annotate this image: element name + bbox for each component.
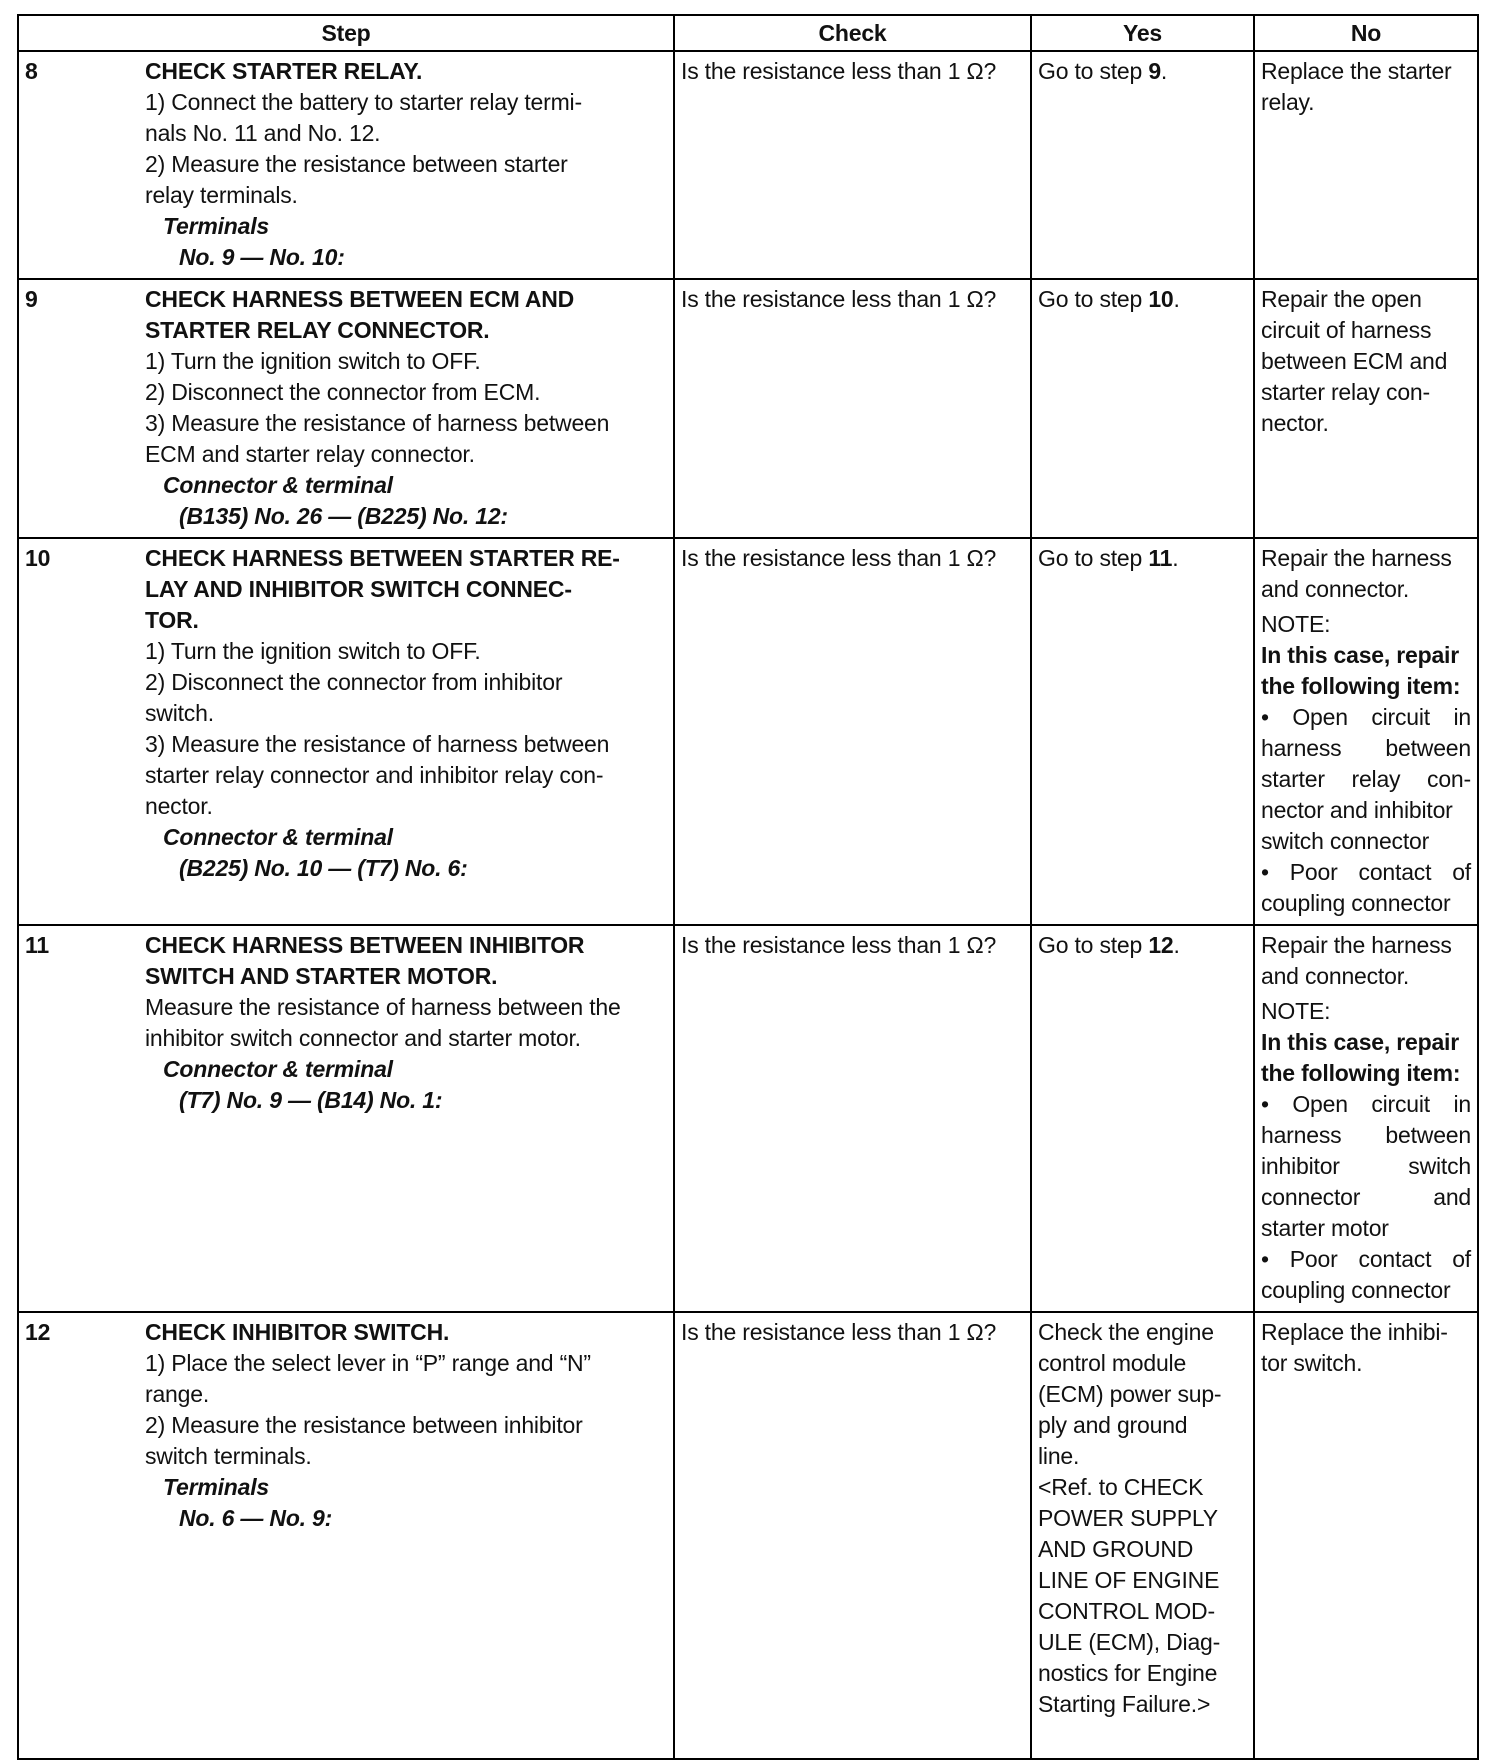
step-line: 3) Measure the resistance of harness between [145,410,610,436]
note-line: coupling connector [1261,890,1451,916]
check-cell: Is the resistance less than 1 Ω? [674,925,1031,1312]
yes-step-link: 10 [1148,286,1174,312]
no-line: nector. [1261,410,1329,436]
yes-prefix: Go to step [1038,545,1149,571]
header-step: Step [18,15,674,51]
sub-value: No. 6 — No. 9: [179,1505,333,1531]
step-body [145,56,667,273]
note-line: In this case, repair [1261,1029,1459,1055]
sub-heading: Connector & terminal [163,1056,393,1082]
sub-heading: Terminals [163,213,270,239]
sub-heading: Connector & terminal [163,824,393,850]
yes-line: POWER SUPPLY [1038,1505,1218,1531]
yes-cell [1031,1312,1254,1759]
step-line: 3) Measure the resistance of harness between [145,731,610,757]
step-line: nector. [145,793,213,819]
step-title: CHECK HARNESS BETWEEN INHIBITOR [145,932,585,958]
yes-prefix: Go to step [1038,932,1149,958]
header-yes: Yes [1031,15,1254,51]
note-line: • Open circuit in [1261,704,1471,730]
step-line: starter relay connector and inhibitor relay con- [145,762,604,788]
no-line: Repair the open [1261,286,1422,312]
yes-line: (ECM) power sup- [1038,1381,1222,1407]
step-line: 1) Place the select lever in “P” range and “N” [145,1350,591,1376]
note-line: • Poor contact of [1261,1246,1471,1272]
step-number: 12 [25,1319,51,1345]
yes-step-link: 12 [1148,932,1174,958]
no-cell [1254,538,1478,925]
yes-line: ply and ground [1038,1412,1188,1438]
yes-cell [1031,51,1254,279]
step-line: Measure the resistance of harness between the [145,994,621,1020]
table-row [18,51,1478,279]
table-row [18,925,1478,1312]
yes-line: AND GROUND [1038,1536,1194,1562]
header-no: No [1254,15,1478,51]
yes-cell [1031,538,1254,925]
note-line: • Open circuit in [1261,1091,1471,1117]
no-line: Replace the inhibi- [1261,1319,1448,1345]
yes-line: Check the engine [1038,1319,1214,1345]
step-body [145,543,667,884]
yes-cell [1031,279,1254,538]
sub-heading: Connector & terminal [163,472,393,498]
yes-suffix: . [1172,545,1179,571]
yes-cell [1031,925,1254,1312]
step-title: LAY AND INHIBITOR SWITCH CONNEC- [145,576,572,602]
note-line: starter relay con- [1261,766,1471,792]
step-cell [18,279,674,538]
no-line: Repair the harness [1261,545,1452,571]
check-cell: Is the resistance less than 1 Ω? [674,279,1031,538]
yes-suffix: . [1160,58,1168,84]
no-cell [1254,51,1478,279]
step-line: relay terminals. [145,182,298,208]
note-label: NOTE: [1261,611,1331,637]
yes-line: CONTROL MOD- [1038,1598,1215,1624]
no-line: relay. [1261,89,1315,115]
step-line: switch. [145,700,214,726]
yes-line: LINE OF ENGINE [1038,1567,1220,1593]
table-row [18,279,1478,538]
check-cell: Is the resistance less than 1 Ω? [674,51,1031,279]
no-line: Repair the harness [1261,932,1452,958]
yes-line: <Ref. to CHECK [1038,1474,1204,1500]
step-line: ECM and starter relay connector. [145,441,475,467]
note-line: harness between [1261,1122,1471,1148]
step-line: 1) Turn the ignition switch to OFF. [145,638,481,664]
note-line: the following item: [1261,673,1461,699]
sub-heading: Terminals [163,1474,270,1500]
sub-value: (B225) No. 10 — (T7) No. 6: [179,855,468,881]
step-body [145,930,667,1116]
note-line: switch connector [1261,828,1430,854]
yes-line: control module [1038,1350,1187,1376]
step-line: range. [145,1381,210,1407]
step-title: CHECK HARNESS BETWEEN ECM AND [145,286,575,312]
no-line: starter relay con- [1261,379,1430,405]
step-line: 2) Measure the resistance between starter [145,151,568,177]
no-line: between ECM and [1261,348,1448,374]
yes-line: Starting Failure.> [1038,1691,1211,1717]
header-check: Check [674,15,1031,51]
header-row [18,15,1478,51]
note-line: connector and [1261,1184,1471,1210]
sub-value: (T7) No. 9 — (B14) No. 1: [179,1087,443,1113]
yes-line: ULE (ECM), Diag- [1038,1629,1221,1655]
step-line: 1) Connect the battery to starter relay termi- [145,89,582,115]
step-title: TOR. [145,607,199,633]
step-title: STARTER RELAY CONNECTOR. [145,317,490,343]
step-body [145,284,667,532]
step-line: 2) Disconnect the connector from inhibitor [145,669,563,695]
no-line: Replace the starter [1261,58,1452,84]
step-number: 10 [25,545,51,571]
note-line: starter motor [1261,1215,1389,1241]
step-number: 9 [25,286,38,312]
sub-value: No. 9 — No. 10: [179,244,345,270]
yes-step-link: 11 [1148,545,1173,571]
step-number: 8 [25,58,38,84]
yes-line: nostics for Engine [1038,1660,1218,1686]
no-line: and connector. [1261,963,1410,989]
step-line: switch terminals. [145,1443,312,1469]
yes-prefix: Go to step [1038,58,1149,84]
yes-step-link: 9 [1148,58,1161,84]
diagnostic-table [17,14,1479,1760]
note-line: nector and inhibitor [1261,797,1453,823]
step-line: 2) Disconnect the connector from ECM. [145,379,541,405]
step-line: nals No. 11 and No. 12. [145,120,381,146]
step-cell [18,51,674,279]
check-cell: Is the resistance less than 1 Ω? [674,538,1031,925]
step-line: inhibitor switch connector and starter motor. [145,1025,581,1051]
note-line: inhibitor switch [1261,1153,1471,1179]
check-cell: Is the resistance less than 1 Ω? [674,1312,1031,1759]
step-cell [18,1312,674,1759]
note-line: coupling connector [1261,1277,1451,1303]
step-title: CHECK STARTER RELAY. [145,58,423,84]
note-line: In this case, repair [1261,642,1459,668]
note-line: the following item: [1261,1060,1461,1086]
note-line: harness between [1261,735,1471,761]
step-number: 11 [25,932,49,958]
yes-suffix: . [1173,932,1180,958]
sub-value: (B135) No. 26 — (B225) No. 12: [179,503,508,529]
step-line: 2) Measure the resistance between inhibitor [145,1412,583,1438]
step-cell [18,925,674,1312]
step-cell [18,538,674,925]
step-line: 1) Turn the ignition switch to OFF. [145,348,481,374]
table-row [18,1312,1478,1759]
table-row [18,538,1478,925]
no-cell [1254,1312,1478,1759]
yes-line: line. [1038,1443,1080,1469]
no-line: circuit of harness [1261,317,1432,343]
no-cell [1254,279,1478,538]
step-title: SWITCH AND STARTER MOTOR. [145,963,498,989]
no-line: and connector. [1261,576,1410,602]
note-line: • Poor contact of [1261,859,1471,885]
step-title: CHECK INHIBITOR SWITCH. [145,1319,450,1345]
yes-suffix: . [1173,286,1180,312]
note-label: NOTE: [1261,998,1331,1024]
yes-prefix: Go to step [1038,286,1149,312]
no-line: tor switch. [1261,1350,1363,1376]
step-body [145,1317,667,1534]
no-cell [1254,925,1478,1312]
step-title: CHECK HARNESS BETWEEN STARTER RE- [145,545,620,571]
